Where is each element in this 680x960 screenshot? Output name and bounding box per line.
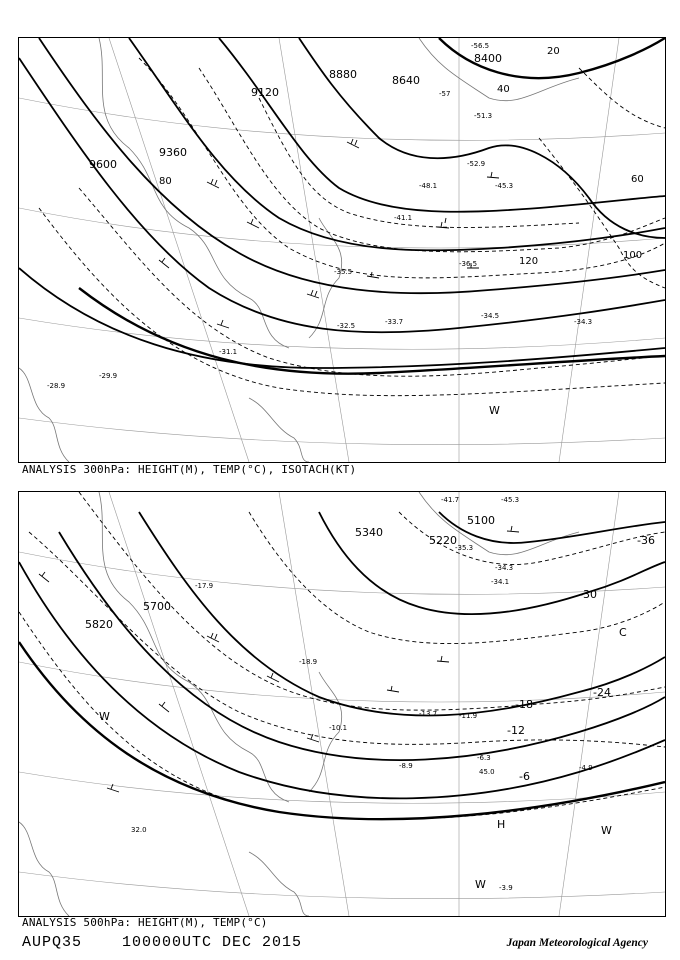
height-label: 5700 [143,600,171,613]
temperature-value: -6.3 [477,754,491,762]
height-label: 9360 [159,146,187,159]
map-300hpa [18,37,666,463]
temperature-value: -35.5 [334,268,353,276]
temperature-value: -48.1 [419,182,438,190]
pressure-center-label: H [497,818,506,831]
temperature-value: -34.1 [491,578,510,586]
isotherm-label: C [619,626,627,639]
height-label: 9600 [89,158,117,171]
isotach-label: 40 [497,84,510,95]
height-label: 5340 [355,526,383,539]
coastline [19,38,579,462]
height-label: 5820 [85,618,113,631]
height-label: 8400 [474,52,502,65]
temperature-value: -34.3 [495,564,514,572]
graticule [19,38,665,462]
temperature-value: -31.1 [219,348,238,356]
height-label-group [85,514,495,631]
temperature-value: -51.3 [474,112,493,120]
temperature-value: -41.1 [394,214,413,222]
temperature-value: -34.3 [574,318,593,326]
temperature-value: -28.9 [47,382,66,390]
temperature-value: -45.3 [501,496,520,504]
isotherm-label: -30 [579,588,597,601]
isotherm-lines [19,492,665,819]
height-contours [19,38,665,368]
isotach-label: 20 [547,46,560,57]
temperature-value: -35.3 [455,544,474,552]
temperature-value: -32.5 [337,322,356,330]
temperature-sample-group [131,496,593,892]
temperature-value: -36.5 [459,260,478,268]
height-contours [19,512,665,798]
temperature-value: -52.9 [467,160,486,168]
temperature-value: -4.9 [579,764,593,772]
map-300hpa-canvas [19,38,665,462]
temperature-value: -8.9 [399,762,413,770]
temperature-value: -18.9 [299,658,318,666]
wind-barbs [39,526,519,792]
isotach-label: 120 [519,256,539,267]
agency-name: Japan Meteorological Agency [506,937,648,949]
height-label: 8880 [329,68,357,81]
panel-caption: ANALYSIS 300hPa: HEIGHT(M), TEMP(°C), ISOTACH(KT) [22,463,357,476]
temperature-value: -29.9 [99,372,118,380]
temperature-value: -13.7 [419,710,438,718]
temperature-value: -17.9 [195,582,214,590]
temperature-value: -10.1 [329,724,348,732]
chart-code: AUPQ35 [22,934,83,951]
height-label: 5100 [467,514,495,527]
isotach-label: 100 [623,250,643,261]
map-500hpa-canvas [19,492,665,916]
valid-time: 100000UTC DEC 2015 [122,934,303,951]
temperature-value: -45.3 [495,182,514,190]
height-label: 9120 [251,86,279,99]
isotherm-label: -6 [519,770,530,783]
pressure-center-label: W [475,878,486,891]
isotach-label: 80 [159,176,172,187]
temperature-value: -34.5 [481,312,500,320]
isotherm-label: -36 [637,534,655,547]
isotach-label: 60 [631,174,644,185]
height-label: 5220 [429,534,457,547]
pressure-center-label: W [489,404,500,417]
isotherm-label: -24 [593,686,611,699]
temperature-value: -33.7 [385,318,404,326]
temperature-value: -11.9 [459,712,478,720]
pressure-center-label: W [601,824,612,837]
isotherm-label: -12 [507,724,525,737]
pressure-center-label: W [99,710,110,723]
height-label: 8640 [392,74,420,87]
temperature-sample-group [47,42,592,390]
panel-caption: ANALYSIS 500hPa: HEIGHT(M), TEMP(°C) [22,916,268,929]
isotherm-label: -18 [515,698,533,711]
temperature-value: -57 [439,90,451,98]
chart-identifier [22,934,302,951]
temperature-value: -41.7 [441,496,460,504]
temperature-value: 45.0 [479,768,495,776]
temperature-value: -3.9 [499,884,513,892]
temperature-value: -56.5 [471,42,490,50]
coastline [19,492,579,916]
temperature-value: 32.0 [131,826,147,834]
map-500hpa [18,491,666,917]
